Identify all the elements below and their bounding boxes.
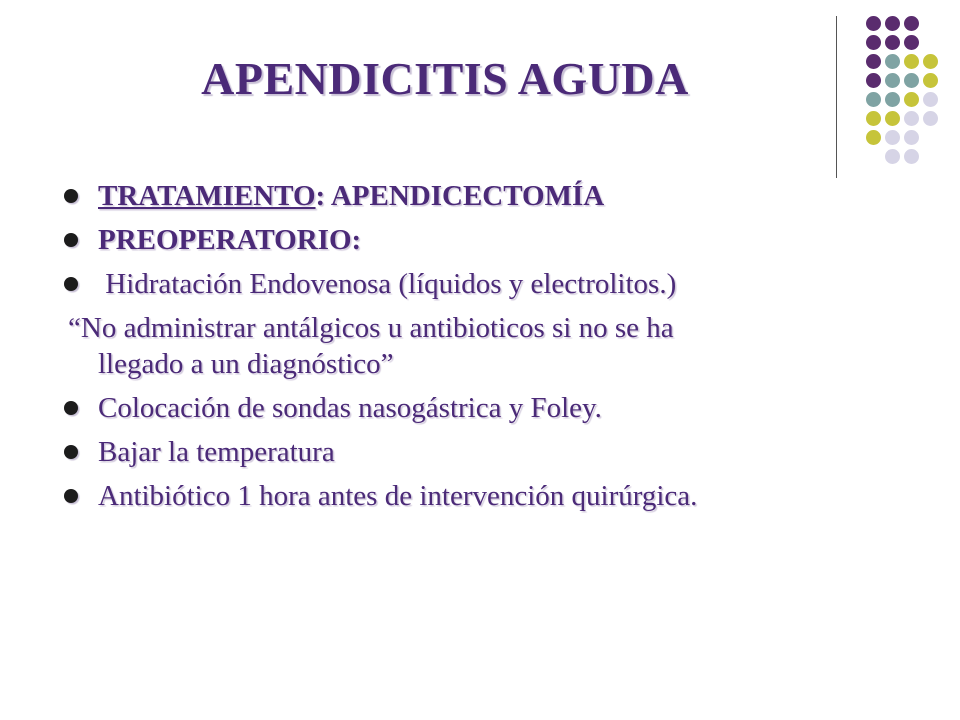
- list-item-preoperatorio: [60, 222, 880, 258]
- decor-dot: [904, 111, 919, 126]
- antibiotico-text: Antibiótico 1 hora antes de intervención quirúrgica.: [98, 480, 698, 512]
- quote-line-2: llegado a un diagnóstico”: [98, 348, 394, 380]
- decor-dot: [866, 16, 881, 31]
- decor-dot: [885, 130, 900, 145]
- decor-dot: [923, 73, 938, 88]
- quote-line-1: “No administrar antálgicos u antibioticos si no se ha: [68, 312, 674, 344]
- slide-title: APENDICITIS AGUDA: [201, 53, 689, 104]
- decor-dot: [904, 130, 919, 145]
- decor-dot: [885, 73, 900, 88]
- list-item-bajar: [60, 434, 880, 470]
- decor-dot: [923, 92, 938, 107]
- list-item-tratamiento: [60, 178, 880, 214]
- decor-dot: [885, 35, 900, 50]
- decor-dot: [885, 92, 900, 107]
- decor-dot: [904, 16, 919, 31]
- decor-dot: [866, 111, 881, 126]
- list-item-hidratacion: [60, 266, 880, 302]
- bullet-icon: [64, 233, 78, 247]
- hidratacion-text: Hidratación Endovenosa (líquidos y electrolitos.): [98, 268, 677, 300]
- bullet-icon: [64, 189, 78, 203]
- bajar-text: Bajar la temperatura: [98, 436, 335, 468]
- decor-dot: [866, 92, 881, 107]
- decor-dot: [923, 54, 938, 69]
- decor-dot: [885, 111, 900, 126]
- decor-dot: [904, 149, 919, 164]
- bullet-icon: [64, 445, 78, 459]
- decor-dot: [904, 54, 919, 69]
- decor-dot: [904, 35, 919, 50]
- preoperatorio-text: PREOPERATORIO:: [98, 224, 362, 256]
- bullet-icon: [64, 489, 78, 503]
- decor-dot: [885, 54, 900, 69]
- tratamiento-label: TRATAMIENTO: [98, 180, 316, 212]
- decor-dot: [904, 92, 919, 107]
- list-item-antibiotico: [60, 478, 880, 514]
- decor-dot: [904, 73, 919, 88]
- decor-dot: [866, 35, 881, 50]
- decor-dot: [885, 149, 900, 164]
- quote-note: [60, 310, 880, 382]
- decor-dot: [866, 73, 881, 88]
- decor-dot: [885, 16, 900, 31]
- bullet-icon: [64, 401, 78, 415]
- colocacion-text: Colocación de sondas nasogástrica y Foley.: [98, 392, 602, 424]
- list-item-colocacion: [60, 390, 880, 426]
- bullet-icon: [64, 277, 78, 291]
- tratamiento-value: : APENDICECTOMÍA: [315, 180, 605, 212]
- decor-dot: [923, 111, 938, 126]
- decor-dot: [866, 54, 881, 69]
- decorative-dot-grid: [852, 10, 952, 160]
- decor-dot: [866, 130, 881, 145]
- bullet-list: [60, 178, 880, 522]
- divider-line: [836, 16, 837, 178]
